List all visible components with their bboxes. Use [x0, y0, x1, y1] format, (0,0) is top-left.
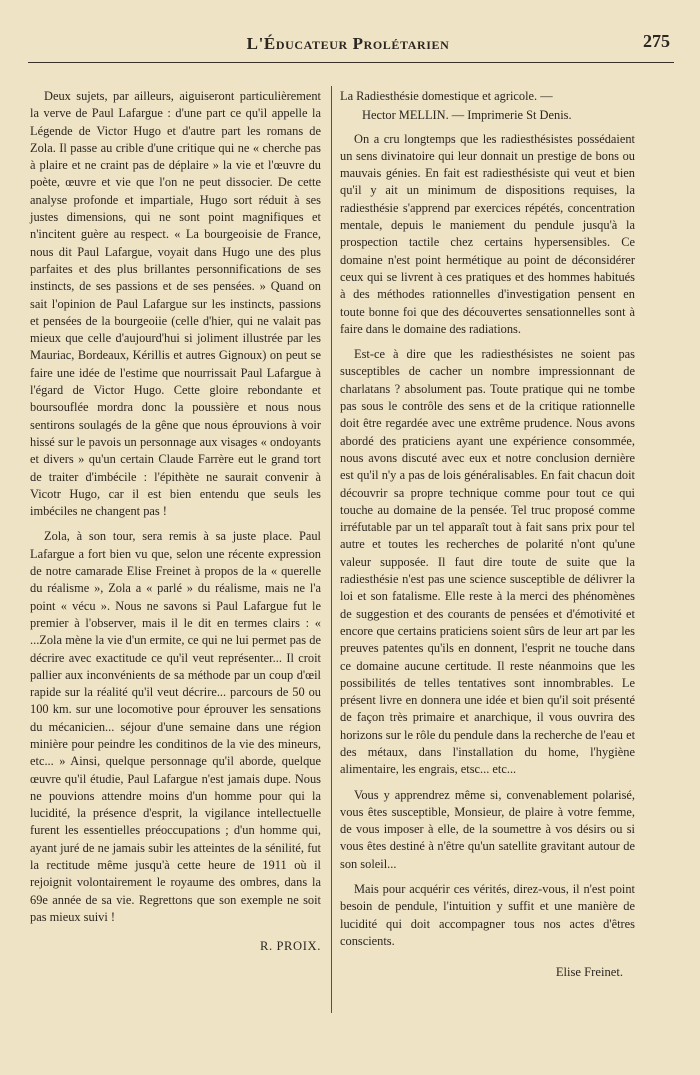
left-paragraph-1: Deux sujets, par ailleurs, aiguiseront particulièrement la verve de Paul Lafargue : d'une part ce qu'il appelle la Légende de Victor Hugo et d'autre part les romans de Zola. Il passe au crible d'une critique qui ne « cherche pas à plaire et ne craint pas de déplaire » la vie et l'œuvre du poète, œuvre et vie que l'on ne peut dissocier. De cette analyse profonde et impartiale, Hugo sort réduit à ses justes dimensions, qui ne sont point magnifiques et n'incitent guère au respect. « La bourgeoisie de France, nous dit Paul Lafargue, voyait dans Hugo une des plus parfaites et des plus brillantes personnifications de ses instincts, de ses passions et de ses pensées. » Quand on sait l'opinion de Paul Lafargue sur les instincts, passions et pensées de la bourgeoiie (celle d'hier, qui ne valait pas mieux que celle d'aujourd'hui si joliment illustrée par les Mauriac, Bordeaux, Kérillis et autres Gignoux) on peut se faire une idée de l'estime que nourrissait Paul Lafargue à l'égard de Victor Hugo. Cette gloire rebondante et boursouflée mordra donc la poussière et nous nous sentirons soulagés de la gêne que nous éprouvions à voir hissé sur le pavois un personnage aux visages « ondoyants et divers » qu'un certain Claude Farrère eut le grand tort de traiter d'imbécile : l'épithète ne saurait convenir à Vicotr Hugo, car il est bien entendu que seuls les imbéciles ne changent pas !: [30, 89, 321, 519]
left-signature: R. PROIX.: [259, 939, 321, 954]
book-title: La Radiesthésie domestique et agricole. —: [340, 89, 553, 103]
right-paragraph-1: On a cru longtemps que les radiesthésistes possédaient un sens divinatoire qui leur donnait un prestige de bons ou mauvais génies. En fait est radiesthésiste qui veut et bien qu'il y ait un minimum de dispositions requises, la radiesthésie s'apprend par exercices répétés, concentration mentale, depuis le maniement du pendule jusqu'à la prospection tactile chez certains hypersensibles. Ce domaine n'est point hermétique au point de déconsidérer ceux qui se livrent à ces pratiques et des hommes habitués à des méthodes rationnelles d'investigation pensent en toute bonne foi que des découvertes sensationnelles sont à faire dans le domaine des radiations.: [340, 131, 635, 336]
running-title: L'Éducateur Prolétarien: [246, 34, 450, 53]
right-paragraph-2: Est-ce à dire que les radiesthésistes ne soient pas susceptibles de cacher un nombre impressionnant de charlatans ? absolument pas. Toute pratique qui ne tombe pas sous le contrôle des sens et de la critique rationnelle doit être regardée avec une extrême prudence. Nous avons abordé des praticiens ayant une expérience consommée, nous avons discuté avec eux et notre conclusion dernière est qu'il n'y a pas de lois généralisables. En fait chacun doit découvrir sa propre technique comme pour tout ce qui touche au domaine de la pensée. Tel truc proposé comme irréfutable par un tel apparaît tout à fait sans prix pour tel autre et toutes les recherches de polarité n'ont qu'une valeur supposée. Il faut dire toute de suite que la radiesthésie n'est pas une science susceptible de délivrer la loi et son fatalisme. Elle reste à la merci des phénomènes de suggestion et des courants de pensées et d'émotivité et encore que certains praticiens soient sûrs de leur art par les preuves patentes qu'ils en donnent, l'esprit ne touche dans ce domaine aucune certitude. Il reste néanmoins que les possibilités de telles tentatives sont innombrables. Le présent livre en donnera une idée et bien qu'il soit présenté de façon très primaire et anarchique, il vous ouvrira des horizons sur le rôle du pendule dans la recherche de l'eau et des métaux, dans l'installation du home, l'hygiène alimentaire, les engrais, etsc... etc...: [340, 347, 636, 777]
page-number: 275: [643, 31, 670, 51]
book-author-line: Hector MELLIN. — Imprimerie St Denis.: [362, 108, 572, 123]
column-divider: [331, 86, 332, 1013]
right-paragraph-3: Vous y apprendrez même si, convenablement polarisé, vous êtes susceptible, Monsieur, de plaire à votre femme, de vous imposer à elle, de la soumettre à vos désirs ou si vous êtes destiné à n'être qu'un satellite gravitant autour de son soleil...: [340, 787, 635, 871]
right-paragraph-4: Mais pour acquérir ces vérités, direz-vous, il n'est point besoin de pendule, l'intuition y suffit et une manière de lucidité qui doit accompagner tous nos actes d'êtres conscients.: [340, 882, 635, 948]
page-header: [28, 28, 674, 63]
right-signature: Elise Freinet.: [555, 965, 623, 980]
left-paragraph-2: Zola, à son tour, sera remis à sa juste place. Paul Lafargue a fort bien vu que, selon une récente expression de notre camarade Elise Freinet à propos de la « querelle du réalisme », Zola a « parlé » du réalisme, mais ne l'a point « vécu ». Nous ne savons si Paul Lafargue fut le premier à l'observer, mais il le dit en termes clairs : « ...Zola mène la vie d'un ermite, ce qui ne lui permet pas de décrire avec exactitude ce qu'il veut représenter... Il croit pallier aux inconvénients de sa méthode par un coup d'œil rapide sur la réalité qu'il veut décrire... parcours de 50 ou 100 km. sur une locomotive pour éprouver les sensations du mécanicien... séjour d'une semaine dans une région minière pour peindre les conditinos de la vie des mineurs, etc... » Ainsi, quelque personnage qu'il aborde, quelque œuvre qu'il étudie, Paul Lafargue n'est jamais dupe. Nous ne pouvions attendre moins d'un homme pour qui la lucidité, la présence d'esprit, la vigilance intellectuelle furent les essentielles préoccupations ; d'un homme qui, ayant juré de ne jamais subir les atteintes de la sénilité, fut la rectitude même jusqu'à cette heure de 1911 où il rejoignit volontairement le royaume des ombres, dans la 69e année de sa vie. Regrettons que son exemple ne soit pas mieux suivi !: [30, 529, 321, 924]
right-column: [340, 88, 635, 982]
left-column: [30, 88, 321, 956]
